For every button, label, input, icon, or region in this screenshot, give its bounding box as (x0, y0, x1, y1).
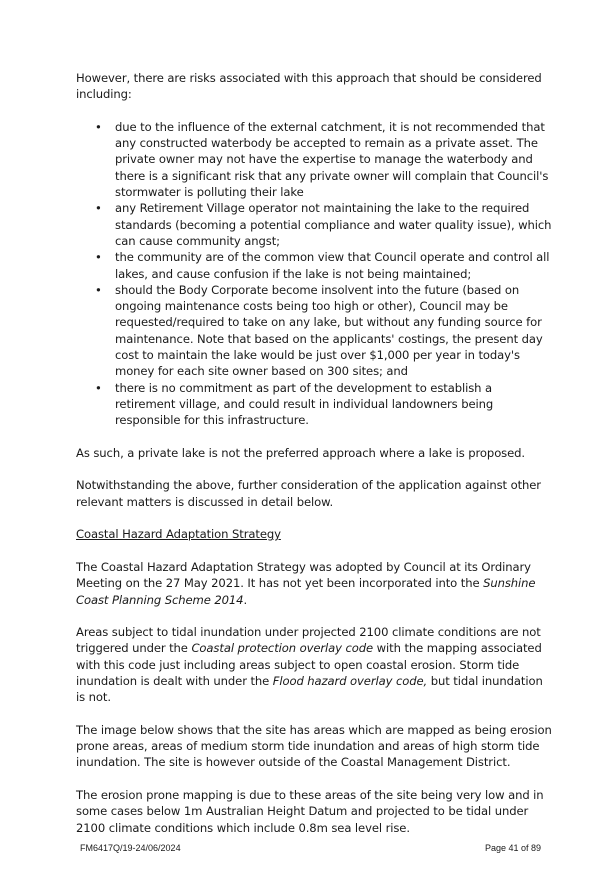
list-item (76, 119, 552, 200)
footer-reference: FM6417Q/19-24/06/2024 (80, 843, 181, 853)
tidal-text-end: but tidal inundation is not. (76, 673, 543, 705)
tidal-text: Areas subject to tidal inundation under projected 2100 climate conditions are not triggered under the (76, 625, 541, 656)
document-body (76, 70, 552, 852)
strategy-text-end: . (243, 592, 248, 607)
bullet-icon: • (95, 282, 102, 297)
bullet-icon: • (95, 201, 102, 216)
notwithstanding-paragraph: Notwithstanding the above, further consideration of the application against other relevant matters is discussed in detail below. (76, 478, 541, 509)
image-description-paragraph: The image below shows that the site has areas which are mapped as being erosion prone areas, areas of medium storm tide inundation and areas of high storm tide inundation. The site is however outside of the Coastal Management District. (76, 722, 552, 770)
list-item (76, 380, 552, 429)
section-heading-coastal-hazard: Coastal Hazard Adaptation Strategy (76, 527, 281, 542)
list-item-text: the community are of the common view that Council operate and control all lakes, and cause confusion if the lake is not being maintained; (115, 250, 550, 281)
bullet-icon: • (95, 119, 102, 134)
list-item (76, 200, 552, 249)
bullet-icon: • (95, 380, 102, 395)
list-item-text: due to the influence of the external catchment, it is not recommended that any constructed waterbody be accepted to remain as a private asset. The private owner may not have the expertise to manage the waterbody and there is a significant risk that any private owner will complain that Council's stormwater is polluting their lake (115, 119, 549, 200)
planning-scheme-title: Sunshine Coast Planning Scheme 2014 (76, 576, 536, 607)
erosion-paragraph: The erosion prone mapping is due to these areas of the site being very low and in some cases below 1m Australian Height Datum and projected to be tidal under 2100 climate conditions which include 0.8m sea level rise. (76, 788, 544, 835)
list-item (76, 282, 552, 380)
tidal-inundation-paragraph (76, 624, 552, 705)
strategy-text: The Coastal Hazard Adaptation Strategy was adopted by Council at its Ordinary Meeting on the 27 May 2021. It has not yet been incorporated into the (76, 559, 531, 591)
list-item-text: there is no commitment as part of the development to establish a retirement village, and could result in individual landowners being responsible for this infrastructure. (115, 380, 494, 428)
risk-list (76, 119, 552, 429)
list-item-text: any Retirement Village operator not maintaining the lake to the required standards (becoming a potential compliance and water quality issue), which can cause community angst; (115, 201, 552, 248)
tidal-text-middle: with the mapping associated with this code just including areas subject to open coastal erosion. Storm tide inundation is dealt with under the (76, 641, 542, 688)
flood-hazard-code-title: Flood hazard overlay code, (272, 673, 428, 688)
list-item (76, 249, 552, 282)
strategy-paragraph (76, 559, 552, 608)
private-lake-paragraph: As such, a private lake is not the preferred approach where a lake is proposed. (76, 445, 525, 460)
footer-page-number: Page 41 of 89 (485, 843, 542, 853)
list-item-text: should the Body Corporate become insolvent into the future (based on ongoing maintenance costs being too high or other), Council may be requested/required to take on any lake, but without any funding source for maintenance. Note that based on the applicants' costings, the present day cost to maintain the lake would be just over $1,000 per year in today's money for each site owner based on 300 sites; and (115, 282, 543, 379)
intro-paragraph: However, there are risks associated with this approach that should be considered including: (76, 71, 542, 102)
coastal-protection-code-title: Coastal protection overlay code (191, 641, 374, 656)
bullet-icon: • (95, 250, 102, 265)
